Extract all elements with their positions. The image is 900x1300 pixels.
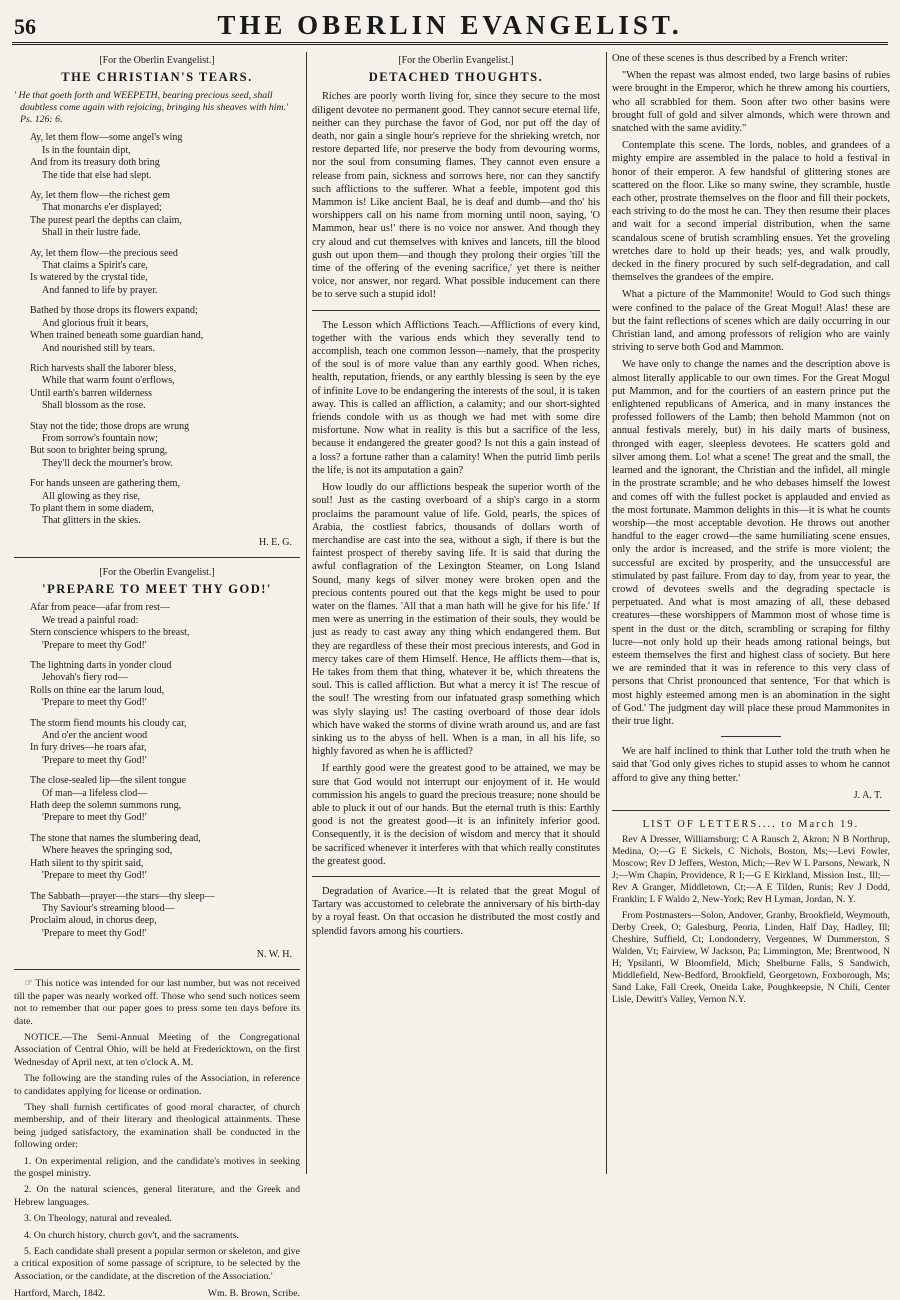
poem-line: Proclaim aloud, in chorus deep,: [30, 915, 157, 927]
poem-line: That monarchs e'er displayed;: [42, 202, 162, 214]
letters-title: LIST OF LETTERS.... to March 19.: [642, 818, 860, 830]
poem-line: The stone that names the slumbering dead,: [30, 832, 201, 844]
poem-line: Where heaves the springing sod,: [42, 845, 173, 857]
notice-paragraph: 'They shall furnish certificates of good moral character, of church membership, and of their literary and theological attainments. These being judged satisfactory, the examination shall be conducted in the following order:: [14, 1102, 300, 1151]
poem-line: The lightning darts in yonder cloud: [30, 660, 172, 672]
poem-title: 'PREPARE TO MEET THY GOD!': [42, 582, 272, 597]
poem-line: And nourished still by tears.: [42, 342, 156, 354]
poem-line: Stay not the tide; those drops are wrung: [30, 420, 190, 432]
stanza: [30, 833, 300, 883]
poem-line: We tread a painful road:: [42, 614, 139, 626]
page-number: 56: [14, 14, 36, 39]
stanza: [30, 421, 300, 471]
divider: [14, 969, 300, 970]
poem-line: Of man—a lifeless clod—: [42, 787, 148, 799]
rule-item: 2. On the natural sciences, general literature, and the Greek and Hebrew languages.: [14, 1184, 300, 1208]
article-paragraph: Degradation of Avarice.—It is related that the great Mogul of Tartary was accustomed to celebrate the anniversary of his birth-day by a royal feast. On that occasion he distributed the most costly and splendid favors among his courtiers.: [312, 885, 600, 937]
divider: [312, 310, 600, 311]
poem-line: And o'er the ancient wood: [42, 730, 148, 742]
poem-body: [14, 132, 300, 527]
column-3: [612, 52, 890, 1172]
stanza: [30, 775, 300, 825]
article-paragraph: We are half inclined to think that Luther told the truth when he said that 'God only gives riches to stupid asses to whom he cannot afford to give any thing better.': [612, 746, 890, 784]
stanza: [30, 190, 300, 240]
rule-item: 1. On experimental religion, and the candidate's motives in seeking the gospel ministry.: [14, 1155, 300, 1180]
poem-line: Rolls on thine ear the larum loud,: [30, 684, 165, 696]
poem-line: Until earth's barren wilderness: [30, 387, 153, 399]
poem-line: 'Prepare to meet thy God!': [42, 870, 147, 882]
poem-line: The tide that else had slept.: [42, 169, 152, 181]
stanza: [30, 305, 300, 355]
poem-line: 'Prepare to meet thy God!': [42, 754, 147, 766]
notice-footer: [14, 1287, 300, 1300]
newspaper-title: THE OBERLIN EVANGELIST.: [217, 10, 683, 40]
article-paragraph: "When the repast was almost ended, two large basins of rubies were brought in the Emperor, which he threw among his courtiers, who all scrabbled for them. Soon after two other basins were brought full of gold and silver almonds, which were thrown and snatched with the same avidity.": [612, 70, 890, 135]
article-paragraph: How loudly do our afflictions bespeak the superior worth of the soul! Just as the casting overboard of a ship's cargo in a storm proclaims the paramount value of life. Gold, pearls, the spices of Arabia, the costliest fabrics, thousands of dollars worth of merchandise are cast into the sea, without a sigh, if there is but the faintest prospect of thereby saving life. It is said that during the awful conflagration of the Lexington Steamer, on Long Island Sound, many kegs of silver money were broken open and the precious contents poured out that the kegs might be used to pour water on the flames. 'All that a man hath will he give for his life.' If men were as unerring in the estimation of their souls, they would be just as ready to cast away any thing which endangered them. But they are regardless of these their most precious interests, and God in mercy takes care of them Himself. Hence, He afflicts them—that is, He takes from them that thing, whatever it be, which threatens the soul. This is called affliction. But what a mercy it is! The rescue of the soul! The wresting from our infatuated grasp something which was slyly slaying us! The casting overboard of those dear idols which have waked the storms of divine wrath around us, and are fast sinking us to the abyss of hell. When is a man, in all his life, so highly favored as when he is afflicted?: [312, 482, 600, 758]
stanza: [30, 248, 300, 298]
epigraph: ' He that goeth forth and WEEPETH, bearing precious seed, shall doubtless come again with rejoicing, bringing his sheaves with him.' Ps. 126: 6.: [14, 90, 289, 126]
signature: H. E. G.: [258, 536, 292, 548]
divider: [721, 736, 781, 737]
article-paragraph: What a picture of the Mammonite! Would to God such things were confined to the palace of the Great Mogul! Alas! these are but the faint reflections of scenes which are daily occurring in our Christian land, and among professors of religion who are vainly striving to serve both God and Mammon.: [612, 289, 890, 354]
rule-item: 5. Each candidate shall present a popular sermon or skeleton, and give a critical exposition of some passage of scripture, to be selected by the Association, or the candidate, at the discretion of the Association.': [14, 1246, 300, 1282]
dateline: Hartford, March, 1842.: [14, 1288, 106, 1300]
stanza: [30, 478, 300, 528]
poem-line: The purest pearl the depths can claim,: [30, 214, 182, 226]
poem-line: The close-sealed lip—the silent tongue: [30, 775, 187, 787]
scribe-signature: Wm. B. Brown, Scribe.: [207, 1288, 300, 1300]
article-paragraph: One of these scenes is thus described by a French writer:: [612, 53, 849, 64]
column-2: [312, 52, 600, 1172]
column-rule: [606, 52, 607, 1174]
signature: N. W. H.: [256, 949, 292, 961]
stanza: [30, 602, 300, 652]
column-rule: [306, 52, 307, 1174]
poem-line: 'Prepare to meet thy God!': [42, 812, 147, 824]
poem-line: The Sabbath—prayer—the stars—thy sleep—: [30, 890, 215, 902]
poem-line: That glitters in the skies.: [42, 515, 141, 527]
poem-line: Shall in their lustre fade.: [42, 227, 141, 239]
signature: J. A. T.: [853, 789, 882, 801]
notice-paragraph: NOTICE.—The Semi-Annual Meeting of the Congregational Association of Central Ohio, will be held at Fredericktown, on the first Wednesday of April next, at ten o'clock A. M.: [14, 1031, 300, 1068]
poem-line: Shall blossom as the rose.: [42, 400, 146, 412]
poem-line: Ay, let them flow—the richest gem: [30, 190, 171, 202]
stanza: [30, 660, 300, 710]
poem-line: Thy Saviour's streaming blood—: [42, 902, 175, 914]
poem-line: When trained beneath some guardian hand,: [30, 330, 204, 342]
poem-line: For hands unseen are gathering them,: [30, 478, 180, 490]
poem-line: To plant them in some diadem,: [30, 502, 154, 514]
notice-paragraph: The following are the standing rules of the Association, in reference to candidates applying for license or ordination.: [14, 1073, 300, 1097]
poem-line: And from its treasury doth bring: [30, 157, 160, 169]
article-title: DETACHED THOUGHTS.: [368, 70, 544, 85]
poem-line: From sorrow's fountain now;: [42, 432, 158, 444]
rule-item: 4. On church history, church gov't, and the sacraments.: [24, 1229, 239, 1241]
poem-line: Hath silent to thy spirit said,: [30, 857, 144, 869]
poem-line: Rich harvests shall the laborer bless,: [30, 362, 177, 374]
poem-line: Jehovah's fiery rod—: [42, 672, 128, 684]
poem-line: 'Prepare to meet thy God!': [42, 927, 147, 939]
masthead: [12, 6, 888, 45]
attribution: [For the Oberlin Evangelist.]: [99, 55, 215, 66]
attribution: [For the Oberlin Evangelist.]: [99, 566, 215, 578]
stanza: [30, 718, 300, 768]
poem-line: And glorious fruit it bears,: [42, 317, 149, 329]
article-paragraph: Contemplate this scene. The lords, nobles, and grandees of a mighty empire are assembled in the palace to hold a festival in honor of their emperor. A few handsful of glittering stones are scattered on the floor. Like so many swine, they scramble, hustle each other, prostrate themselves on the floor and fill their pockets, each striving to do the most he can. They then resume their places and wait for a second imperial distribution, when the same scandalous scene of brutish scrambling ensues. Yet the groveling wretches dare to hold up their heads; yes, and walk proudly, decked in the finery procured by such self-degradation, and call themselves the grandees of the empire.: [612, 140, 890, 284]
poem-line: Afar from peace—afar from rest—: [30, 602, 170, 614]
poem-line: That claims a Spirit's care,: [42, 260, 148, 272]
divider: [312, 876, 600, 877]
poem-line: All glowing as they rise,: [42, 490, 141, 502]
poem-line: Is in the fountain dipt,: [42, 144, 131, 156]
poem-line: 'Prepare to meet thy God!': [42, 697, 147, 709]
divider: [612, 810, 890, 811]
divider: [14, 557, 300, 558]
poem-line: Ay, let them flow—the precious seed: [30, 247, 178, 259]
letters-paragraph: Rev A Dresser, Williamsburg; C A Rausch 2, Akron; N B Northrup, Medina, O;—G E Sickels, C Nichols, Boston, Ms;—Levi Fowler, Moscow; Rev D Jeffers, Weston, Mich;—Rev W L Parsons, Newark, N J;—Wm Chapin, Providence, R I;—G E Kirkland, Mission Inst., Ill;—Rev A Granger, Middletown, Ct;—A E Tilden, Runis; Rev J Dodd, Franklin; L F Waldo 2, New-York; Rev H Lyman, Jordan, N. Y.: [612, 833, 890, 905]
poem-line: And fanned to life by prayer.: [42, 284, 158, 296]
poem-body: [14, 602, 300, 940]
article-paragraph: The Lesson which Afflictions Teach.—Afflictions of every kind, together with the various ends which they severally tend to accomplish, teach one common lesson—namely, that the prosperity of the soul is of more value than any earthly good. When riches, health, reputation, friends, or any earthly blessing is seen by the eye of infinite Love to be endangering the interests of the soul, it is taken away. This is called an affliction, a calamity; and our short-sighted friends condole with us as though we had met with some dire misfortune. Now what in reality is this but a sacrifice of the less, because it endangered the greater good? Is not this a gain instead of a loss? a fortune rather than a calamity! When the putrid limb perils the life, is not its amputation a gain?: [312, 319, 600, 476]
stanza: [30, 363, 300, 413]
letters-paragraph: From Postmasters—Solon, Andover, Granby, Brookfield, Weymouth, Derby Creek, O; Galesburg, Peoria, Linden, Half Day, Hadley, Ill; Cheshire, Suffield, Ct; Londonderry, Vergennes, W Dummerston, S Walden, Vt; Fairview, W Jackson, Pa; Limmington, Me; Brentwood, N H; Ypsilanti, W Bloomfield, Mich; Shelburne Falls, S Sandwich, Middlefield, New-Bedford, Brookfield, Georgetown, Foxborough, Ms; Sand Lake, Fall Creek, Oneida Lake, Poughkeepsie, N Chili, Center Lisle, Dewitt's Valley, Vernon N.Y.: [612, 909, 890, 1005]
article-paragraph: Riches are poorly worth living for, since they secure to the most diligent devotee no permanent good. They cannot secure eternal life, neither can they purchase the favor of God, nor put off the day of death, nor gain a single hour's reprieve for the shrieking wretch, nor restore departed life, nor preserve the body from devouring worms, nor the soul from consuming flames. They cannot even ensure a release from pain, sickness and sorrows here, nor can they sanctify such afflictions to the sufferer. What a feeble, impotent god this Mammon is! Like ancient Baal, he is deaf and dumb—and tho' his worshippers call on his name from morning until noon, saying, 'O Mammon, hear us!' there is no voice nor answer. And though they cry aloud and cut themselves with knives and lancets, till the blood gush out upon them—and though they prolong their orgies 'till the time of the offering of the evening sacrifice,' yet there is neither voice, nor answer, nor regard. What possible inducement can there be to serve such a stupid idol!: [312, 91, 600, 301]
poem-line: But soon to brighter being sprung,: [30, 445, 168, 457]
poem-line: Hath deep the solemn summons rung,: [30, 800, 182, 812]
stanza: [30, 891, 300, 941]
rule-item: 3. On Theology, natural and revealed.: [24, 1213, 172, 1225]
column-1: [14, 52, 300, 1300]
poem-line: They'll deck the mourner's brow.: [42, 457, 173, 469]
article-paragraph: If earthly good were the greatest good to be attained, we may be sure that God would not interrupt our enjoyment of it. He would commission his angels to guard the precious treasure; none should be able to pluck it out of our hands. But the eternal truth is this: Earthly good is not the greatest good—it is an infinitely inferior good. Consequently, it is the decision of wisdom and mercy that it should be sacrificed whenever it interferes with that which really constitutes the greatest good.: [312, 763, 600, 867]
poem-line: Is watered by the crystal tide,: [30, 272, 148, 284]
letters-list: [612, 819, 890, 1006]
poem-line: While that warm fount o'erflows,: [42, 375, 175, 387]
attribution: [For the Oberlin Evangelist.]: [398, 55, 514, 66]
poem-line: Ay, let them flow—some angel's wing: [30, 132, 183, 144]
notice-paragraph: ☞ This notice was intended for our last number, but was not received till the paper was nearly worked off. Those who send such notices seem not to remember that our paper goes to press some ten days before its date.: [14, 978, 300, 1027]
poem-line: Stern conscience whispers to the breast,: [30, 627, 190, 639]
article-paragraph: We have only to change the names and the description above is almost literally applicable to our own times. For the Great Mogul put Mammon, and for the courtiers of an eastern prince put the enlightened republicans of America, and in many instances the professed followers of the Lamb; then behold Mammon (not on annual festivals merely, but) in his daily marts of business, thronged with eager, sleepless devotees. He scatters gold and silver among them. Lo! what a scene! The great and the small, the learned and the ignorant, the Christian and the infidel, all mingle in the prostrate scramble; and he who debases himself the lowest and comes off with the fullest pocket is applauded and envied as the most fortunate. Mammon delights in this—it is what he counts worship—the most acceptable devotion. He throws out another handful to the eager crowd—the same humiliating scene ensues, only the ardor is increased, and the strife is more violent; the successful are excited by prosperity, and the unsuccessful are stimulated by past failure. From day to day, from year to year, the crowd of devotees swells and the degrading spectacle is perpetuated. And what is most amazing of all, these debased creatures—these worshippers of Mammon most of whose time is spent in the dust or the ditch, scrambling or scraping for filthy lucre—not only hold up their heads among rational beings, but esteem themselves the first and highest class of society. But here we are reminded that it was in reference to this very class of persons that Christ pronounced that sentence, 'For that which is most highly esteemed among men is an abomination in the sight of God.' The judgment day will place these proud Mammonites in their true light.: [612, 359, 890, 727]
poem-line: 'Prepare to meet thy God!': [42, 639, 147, 651]
poem-line: In fury drives—he roars afar,: [30, 742, 147, 754]
stanza: [30, 132, 300, 182]
poem-line: Bathed by those drops its flowers expand;: [30, 305, 198, 317]
poem-line: The storm fiend mounts his cloudy car,: [30, 717, 187, 729]
poem-title: THE CHRISTIAN'S TEARS.: [61, 70, 253, 85]
